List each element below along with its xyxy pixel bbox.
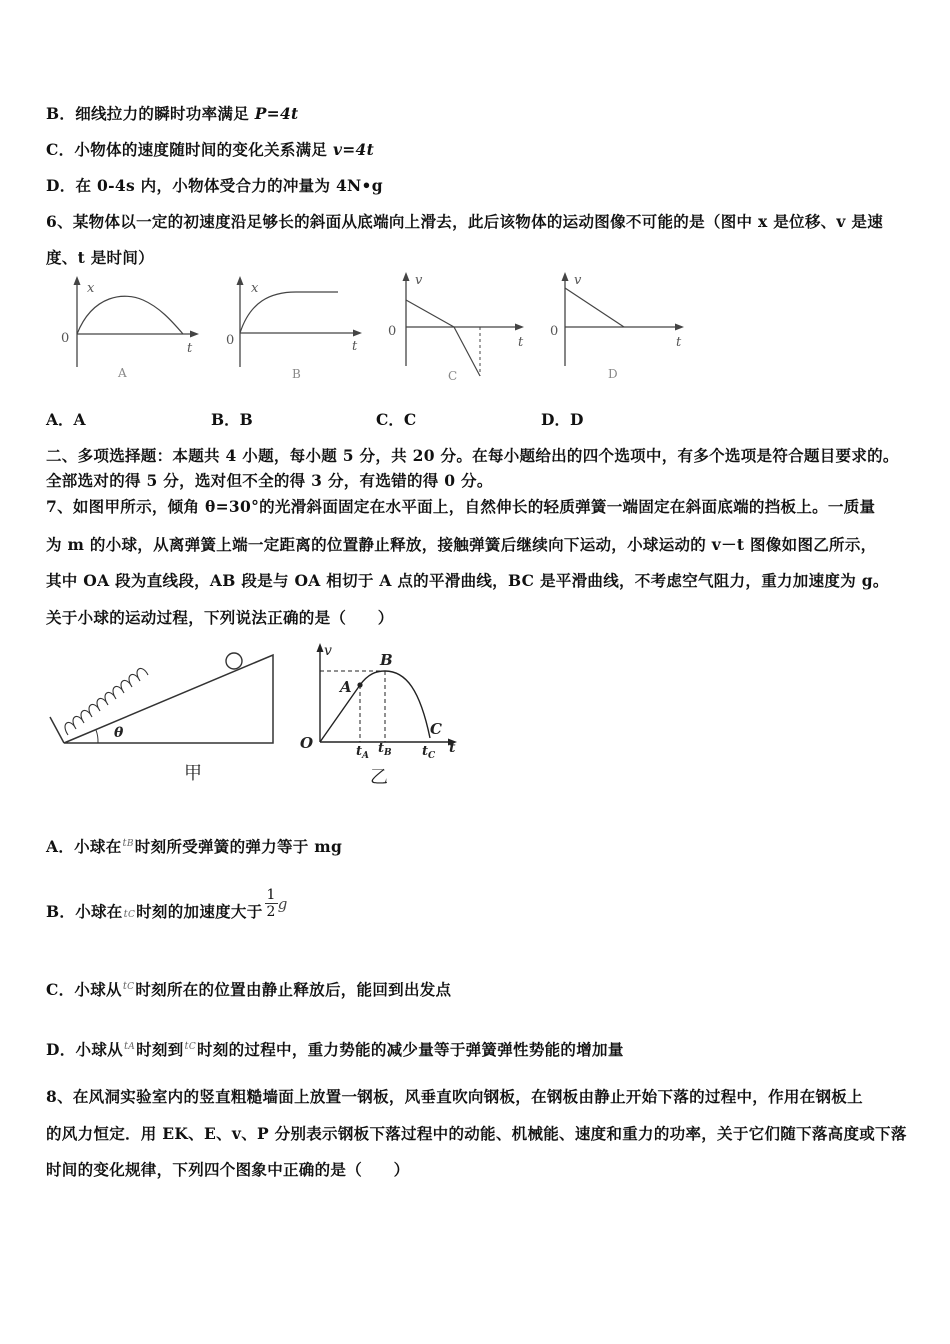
y-arrow-icon [403, 272, 410, 281]
x-arrow-icon [190, 331, 199, 338]
origin-label: 0 [388, 324, 397, 339]
ta-label: $t_A$ [356, 744, 369, 761]
y-label: x [87, 281, 95, 296]
q6-graph-c [382, 266, 532, 386]
q6-stem-line1: 6、某物体以一定的初速度沿足够长的斜面从底端向上滑去，此后该物体的运动图像不可能的是（图中 x 是位移、v 是速 [46, 212, 884, 231]
q6-option-a: A．A [46, 410, 86, 429]
y-label: v [574, 273, 582, 288]
t-label: t [449, 740, 456, 756]
q8-stem-line2: 的风力恒定．用 EK、E、v、P 分别表示钢板下落过程中的动能、机械能、速度和重力的功率，关于它们随下落高度或下落 [46, 1124, 907, 1143]
q7-stem-line2: 为 m 的小球，从离弹簧上端一定距离的位置静止释放，接触弹簧后继续向下运动，小球运动的 v－t 图像如图乙所示， [46, 535, 877, 554]
x-label: t [676, 335, 682, 350]
x-arrow-icon [675, 324, 684, 331]
q6-option-c: C．C [376, 410, 417, 429]
formula: v=4t [332, 140, 375, 159]
section2-line1: 二、多项选择题：本题共 4 小题，每小题 5 分，共 20 分。在每小题给出的四个选项中，有多个选项是符合题目要求的。 [46, 446, 899, 465]
y-arrow-icon [74, 276, 81, 285]
ball [226, 653, 242, 669]
line [565, 288, 624, 327]
x-arrow-icon [353, 330, 362, 337]
graph-label: D [608, 367, 618, 381]
label-a: A [340, 678, 352, 696]
label-c: C [430, 720, 442, 738]
q7-option-a: A．小球在$^{tB}$时刻所受弹簧的弹力等于 mg [46, 837, 343, 856]
q7-stem-line4: 关于小球的运动过程，下列说法正确的是（ ） [46, 608, 394, 627]
q7-option-c: C．小球从$^{tC}$时刻所在的位置由静止释放后，能回到出发点 [46, 980, 452, 999]
q6-graph-b [220, 272, 370, 384]
graph-label: A [118, 366, 127, 380]
q5-option-c: C．小物体的速度随时间的变化关系满足 v=4t [46, 140, 375, 159]
figure-caption: 乙 [370, 767, 388, 788]
q5-option-b: B．细线拉力的瞬时功率满足 P=4t [46, 104, 299, 123]
fraction-half: $\frac{1}{2}$ [266, 886, 276, 920]
q7-figure-jia [46, 645, 286, 790]
section2-line2: 全部选对的得 5 分，选对但不全的得 3 分，有选错的得 0 分。 [46, 471, 493, 490]
q5-option-d: D．在 0-4s 内，小物体受合力的冲量为 4N•g [46, 176, 383, 195]
graph-label: B [292, 367, 301, 381]
angle-label: θ [114, 725, 124, 741]
formula: P=4t [254, 104, 299, 123]
g-symbol: g [277, 895, 288, 913]
y-arrow-icon [237, 276, 244, 285]
y-label: v [415, 273, 423, 288]
x-label: t [518, 335, 524, 350]
graph-label: C [448, 369, 458, 383]
q6-option-b: B．B [211, 410, 253, 429]
v-arrow-icon [317, 643, 324, 652]
line-up-segment [406, 300, 454, 327]
label-b: B [380, 651, 393, 669]
q6-graph-d [546, 266, 696, 386]
y-label: x [251, 281, 259, 296]
v-label: v [324, 643, 332, 659]
q7-stem-line1: 7、如图甲所示，倾角 θ=30°的光滑斜面固定在水平面上，自然伸长的轻质弹簧一端固定在斜面底端的挡板上。一质量 [46, 497, 876, 516]
q8-stem-line1: 8、在风洞实验室内的竖直粗糙墙面上放置一钢板，风垂直吹向钢板，在钢板由静止开始下落的过程中，作用在钢板上 [46, 1087, 863, 1106]
origin-label: 0 [61, 331, 70, 346]
time-symbol-c: tC [184, 1041, 197, 1052]
q8-stem-line3: 时间的变化规律，下列四个图象中正确的是（ ） [46, 1160, 410, 1179]
curve [240, 292, 338, 333]
q6-stem-line2: 度、t 是时间） [46, 248, 154, 267]
x-label: t [187, 341, 193, 356]
q7-option-b: B．小球在tC时刻的加速度大于 $\frac{1}{2}$ g [46, 886, 288, 921]
q7-option-d: D．小球从$^{tA}$时刻到$^{tC}$时刻的过程中，重力势能的减少量等于弹簧弹性势能的增加量 [46, 1040, 624, 1059]
line-down-segment [454, 327, 480, 376]
x-label: t [352, 339, 358, 354]
figure-caption: 甲 [184, 763, 202, 784]
tb-label: $t_B$ [378, 741, 392, 758]
origin-label: 0 [550, 324, 559, 339]
tc-label: $t_C$ [422, 744, 436, 761]
q6-option-d: D．D [541, 410, 584, 429]
q7-stem-line3: 其中 OA 段为直线段，AB 段是与 OA 相切于 A 点的平滑曲线，BC 是平滑曲线，不考虑空气阻力，重力加速度为 g。 [46, 571, 889, 590]
angle-arc [96, 730, 98, 743]
curve [77, 296, 183, 334]
time-symbol-a: tA [123, 1041, 136, 1052]
incline [64, 655, 273, 743]
curve-abc [360, 671, 430, 738]
q6-graph-a [55, 272, 205, 384]
time-symbol: tC [122, 981, 135, 992]
origin-label: 0 [226, 333, 235, 348]
time-symbol: tB [122, 838, 134, 849]
x-arrow-icon [515, 324, 524, 331]
origin-label: O [300, 734, 314, 752]
time-symbol: tC [123, 909, 136, 920]
stopper-plate [50, 717, 64, 743]
q7-figure-yi [298, 638, 468, 788]
y-arrow-icon [562, 272, 569, 281]
